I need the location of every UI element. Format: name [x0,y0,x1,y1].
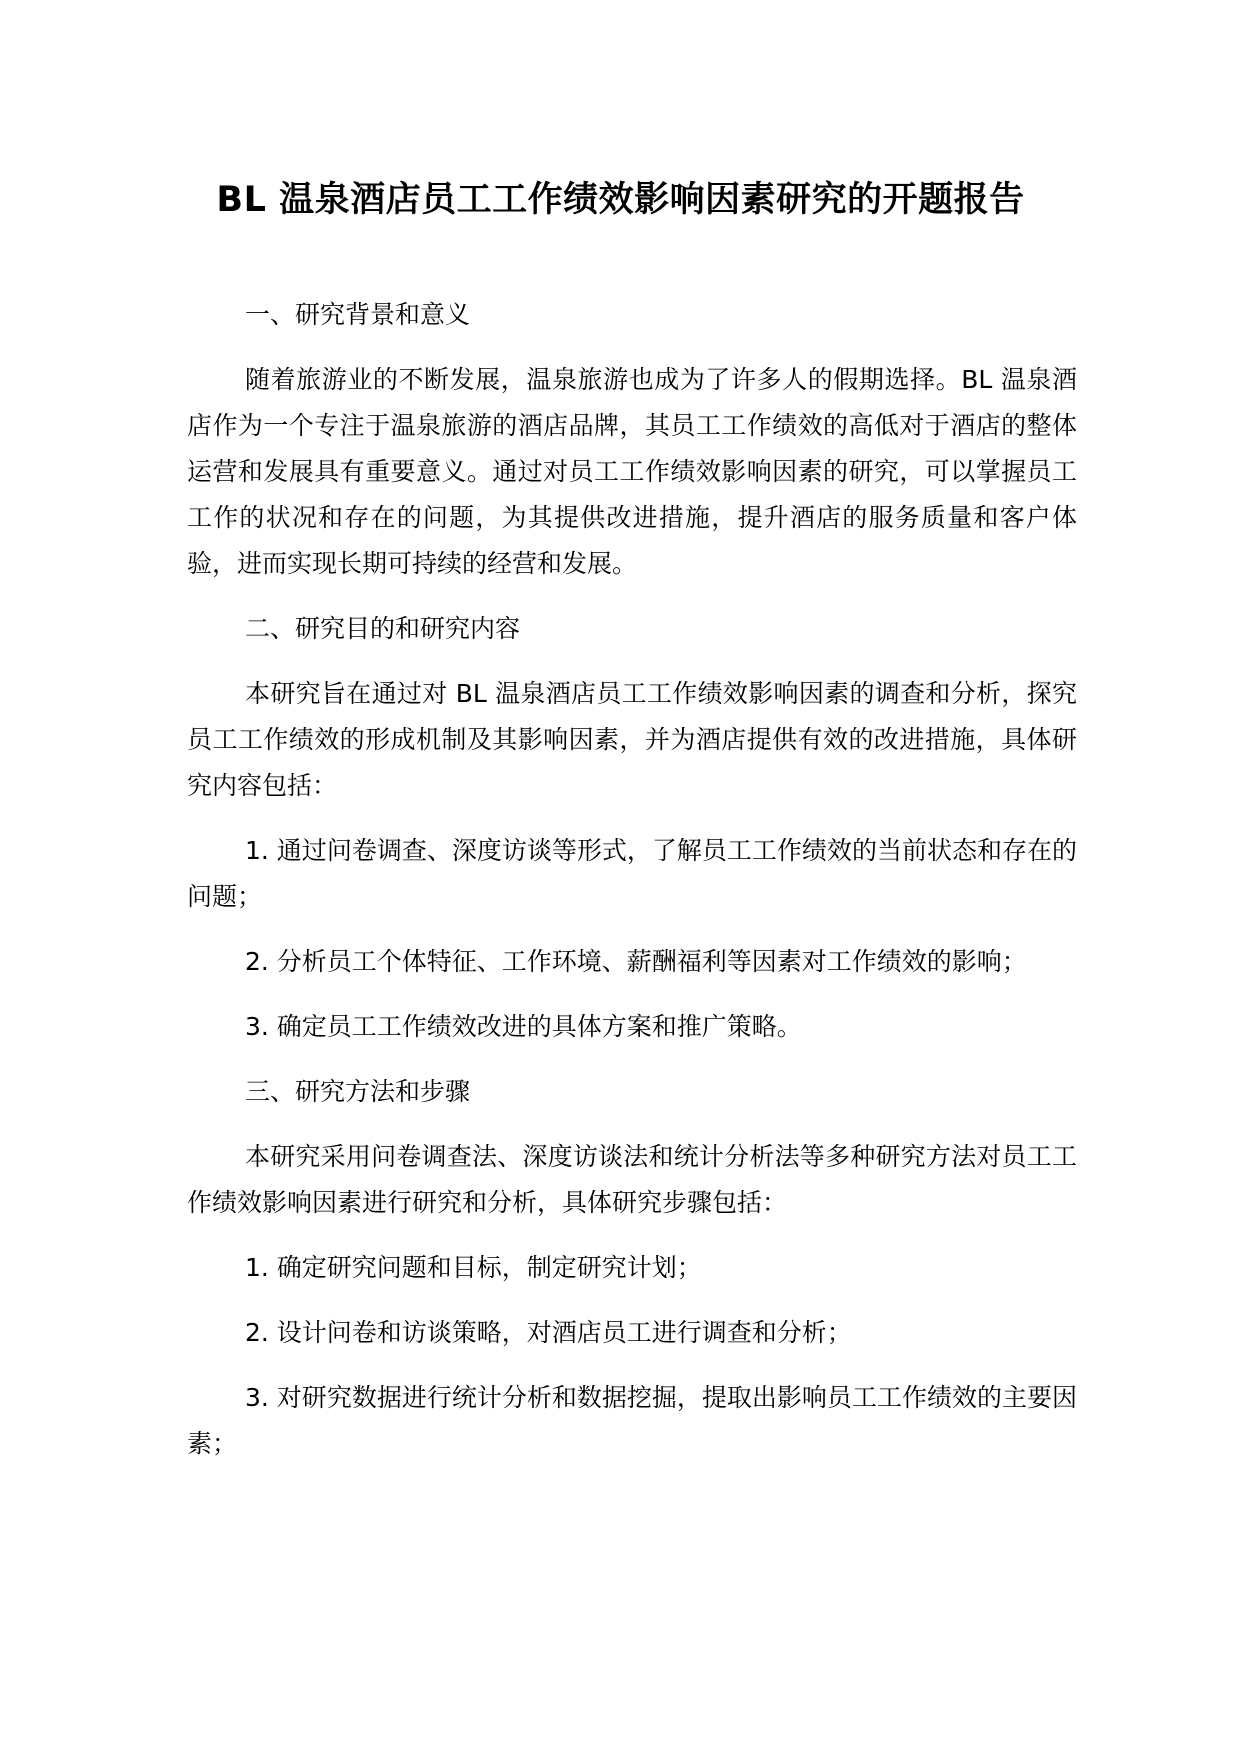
paragraph-purpose: 本研究旨在通过对 BL 温泉酒店员工工作绩效影响因素的调查和分析，探究员工工作绩效的形成机制及其影响因素，并为酒店提供有效的改进措施，具体研究内容包括： [187,679,1077,800]
section-heading-purpose: 二、研究目的和研究内容 [245,614,521,643]
section-heading-background: 一、研究背景和意义 [245,300,471,329]
content-item-3: 3. 确定员工工作绩效改进的具体方案和推广策略。 [245,1012,802,1041]
paragraph-methods: 本研究采用问卷调查法、深度访谈法和统计分析法等多种研究方法对员工工作绩效影响因素进行研究和分析，具体研究步骤包括： [187,1142,1077,1217]
step-item-1: 1. 确定研究问题和目标，制定研究计划； [245,1253,702,1282]
section-heading-methods: 三、研究方法和步骤 [245,1077,471,1106]
step-item-2: 2. 设计问卷和访谈策略，对酒店员工进行调查和分析； [245,1318,852,1347]
content-item-2: 2. 分析员工个体特征、工作环境、薪酬福利等因素对工作绩效的影响； [245,947,1027,976]
paragraph-background: 随着旅游业的不断发展，温泉旅游也成为了许多人的假期选择。BL 温泉酒店作为一个专注于温泉旅游的酒店品牌，其员工工作绩效的高低对于酒店的整体运营和发展具有重要意义。通过对员工工作绩效影响因素的研究，可以掌握员工工作的状况和存在的问题，为其提供改进措施，提升酒店的服务质量和客户体验，进而实现长期可持续的经营和发展。 [187,365,1077,578]
content-item-1: 1. 通过问卷调查、深度访谈等形式，了解员工工作绩效的当前状态和存在的问题； [187,836,1077,911]
document-title: BL 温泉酒店员工工作绩效影响因素研究的开题报告 [216,180,1025,220]
document-body [187,292,1077,1486]
step-item-3: 3. 对研究数据进行统计分析和数据挖掘，提取出影响员工工作绩效的主要因素； [187,1383,1077,1458]
